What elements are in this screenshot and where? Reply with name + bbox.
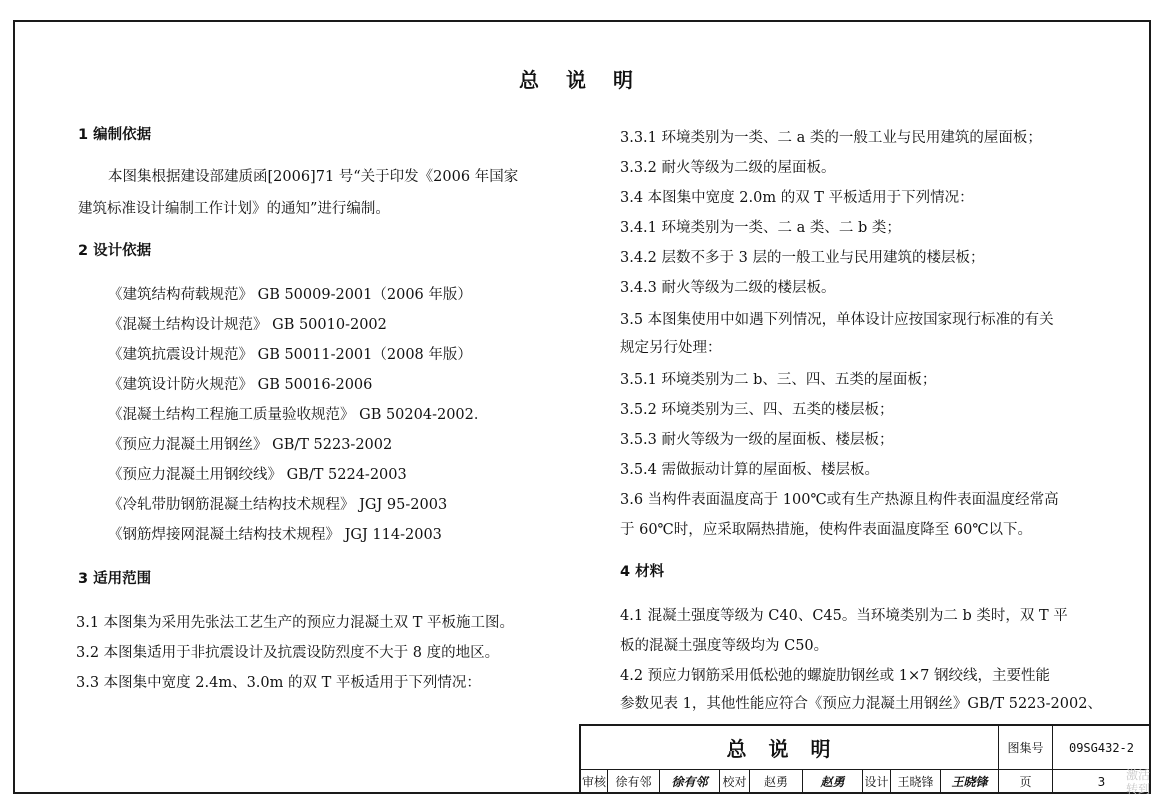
section-3-heading: 3 适用范围 [78, 571, 152, 587]
atlas-number-label: 图集号 [999, 726, 1053, 770]
section-1-paragraph-line: 本图集根据建设部建质函[2006]71 号“关于印发《2006 年国家 [108, 169, 519, 185]
clause-line: 3.4.2 层数不多于 3 层的一般工业与民用建筑的楼层板； [620, 250, 985, 266]
checker-name: 赵勇 [750, 770, 803, 794]
standard-item: 《冷轧带肋钢筋混凝土结构技术规程》 JGJ 95-2003 [108, 497, 448, 513]
section-3-line: 3.3 本图集中宽度 2.4m、3.0m 的双 T 平板适用于下列情况： [76, 675, 481, 691]
check-label: 校对 [720, 770, 750, 794]
standard-item: 《建筑抗震设计规范》 GB 50011-2001（2008 年版） [108, 347, 472, 363]
material-line: 板的混凝土强度等级均为 C50。 [620, 638, 829, 654]
page-title: 总 说 明 [519, 68, 643, 92]
page-number: 3 [1053, 770, 1151, 794]
section-1-heading: 1 编制依据 [78, 127, 152, 143]
material-line: 4.2 预应力钢筋采用低松弛的螺旋肋钢丝或 1×7 钢绞线，主要性能 [620, 668, 1050, 684]
clause-line: 3.4.1 环境类别为一类、二 a 类、二 b 类； [620, 220, 901, 236]
watermark-text [1126, 768, 1150, 796]
standard-item: 《预应力混凝土用钢绞线》 GB/T 5224-2003 [108, 467, 407, 483]
atlas-number: 09SG432-2 [1053, 726, 1151, 770]
material-line: 4.1 混凝土强度等级为 C40、C45。当环境类别为二 b 类时，双 T 平 [620, 608, 1068, 624]
reviewer-name: 徐有邻 [608, 770, 660, 794]
section-2-heading: 2 设计依据 [78, 243, 152, 259]
clause-line: 3.6 当构件表面温度高于 100℃或有生产热源且构件表面温度经常高 [620, 492, 1059, 508]
standard-item: 《混凝土结构工程施工质量验收规范》 GB 50204-2002． [108, 407, 489, 423]
clause-line: 3.4.3 耐火等级为二级的楼层板。 [620, 280, 836, 296]
clause-line: 3.5.4 需做振动计算的屋面板、楼层板。 [620, 462, 880, 478]
title-block [579, 724, 1151, 794]
clause-line: 3.5 本图集使用中如遇下列情况，单体设计应按国家现行标准的有关 [620, 312, 1054, 328]
designer-name: 王晓锋 [891, 770, 941, 794]
page-label: 页 [999, 770, 1053, 794]
reviewer-signature: 徐有邻 [660, 770, 720, 794]
section-3-line: 3.1 本图集为采用先张法工艺生产的预应力混凝土双 T 平板施工图。 [76, 615, 515, 631]
checker-signature: 赵勇 [803, 770, 863, 794]
standard-item: 《预应力混凝土用钢丝》 GB/T 5223-2002 [108, 437, 393, 453]
standard-item: 《钢筋焊接网混凝土结构技术规程》 JGJ 114-2003 [108, 527, 442, 543]
standard-item: 《建筑结构荷载规范》 GB 50009-2001（2006 年版） [108, 287, 472, 303]
designer-signature: 王晓锋 [941, 770, 999, 794]
standard-item: 《混凝土结构设计规范》 GB 50010-2002 [108, 317, 387, 333]
standard-item: 《建筑设计防火规范》 GB 50016-2006 [108, 377, 373, 393]
clause-line: 3.5.1 环境类别为二 b、三、四、五类的屋面板； [620, 372, 937, 388]
clause-line: 于 60℃时，应采取隔热措施，使构件表面温度降至 60℃以下。 [620, 522, 1033, 538]
title-block-title: 总说明 [581, 726, 999, 770]
section-3-line: 3.2 本图集适用于非抗震设计及抗震设防烈度不大于 8 度的地区。 [76, 645, 500, 661]
material-line: 参数见表 1，其他性能应符合《预应力混凝土用钢丝》GB/T 5223-2002、 [620, 696, 1102, 712]
clause-line: 规定另行处理： [620, 340, 722, 356]
clause-line: 3.4 本图集中宽度 2.0m 的双 T 平板适用于下列情况： [620, 190, 974, 206]
watermark-line: 激活 转到 [1126, 768, 1151, 796]
clause-line: 3.5.2 环境类别为三、四、五类的楼层板； [620, 402, 894, 418]
section-1-paragraph-line: 建筑标准设计编制工作计划》的通知”进行编制。 [78, 201, 390, 217]
section-4-heading: 4 材料 [620, 564, 665, 580]
clause-line: 3.5.3 耐火等级为一级的屋面板、楼层板； [620, 432, 894, 448]
review-label: 审核 [581, 770, 608, 794]
design-label: 设计 [863, 770, 891, 794]
clause-line: 3.3.1 环境类别为一类、二 a 类的一般工业与民用建筑的屋面板； [620, 130, 1042, 146]
clause-line: 3.3.2 耐火等级为二级的屋面板。 [620, 160, 836, 176]
